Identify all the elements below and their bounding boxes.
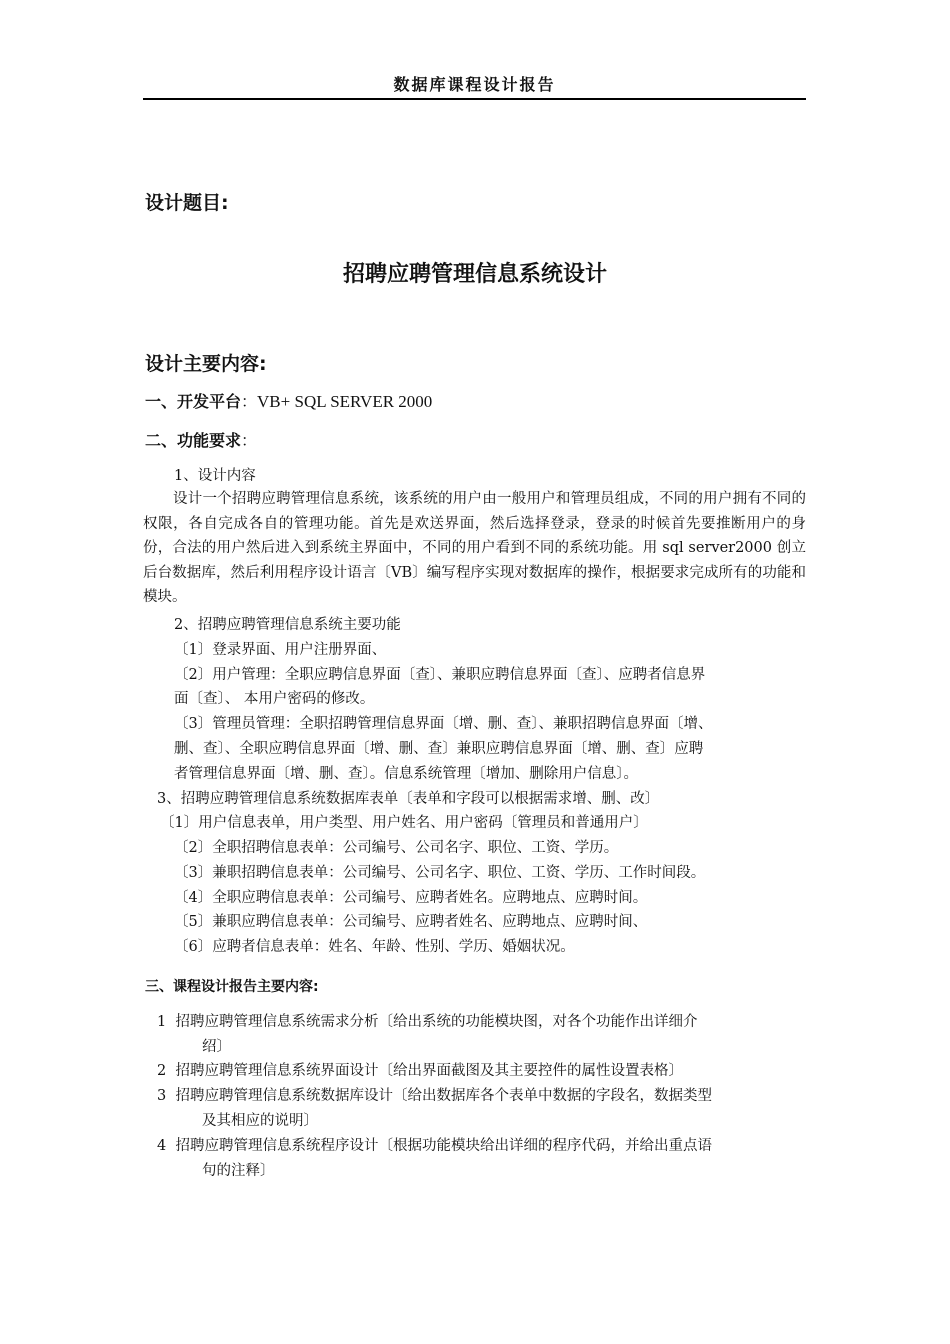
report-item-cont: 绍〕	[202, 1038, 231, 1055]
design-topic-label: 设计题目:	[145, 192, 229, 214]
item3-sub2: 〔2〕全职招聘信息表单：公司编号、公司名字、职位、工资、学历。	[174, 840, 619, 856]
item2-title: 2、招聘应聘管理信息系统主要功能	[174, 617, 401, 633]
report-item-num: 3	[157, 1088, 167, 1104]
report-item-3	[157, 1084, 712, 1133]
report-item-num: 2	[157, 1063, 167, 1079]
item3-sub3: 〔3〕兼职招聘信息表单：公司编号、公司名字、职位、工资、学历、工作时间段。	[174, 865, 706, 881]
section2-colon: ：	[241, 431, 258, 450]
item1-title: 1、设计内容	[174, 468, 256, 484]
report-item-text: 招聘应聘管理信息系统数据库设计〔给出数据库各个表单中数据的字段名，数据类型	[175, 1088, 712, 1104]
report-item-text: 招聘应聘管理信息系统程序设计〔根据功能模块给出详细的程序代码，并给出重点语	[175, 1138, 712, 1154]
page-header: 数据库课程设计报告	[393, 75, 556, 94]
report-item-1	[157, 1010, 697, 1059]
header-rule	[143, 98, 806, 100]
report-item-num: 1	[157, 1014, 167, 1030]
report-item-num: 4	[157, 1138, 167, 1154]
item2-sub3-line3: 者管理信息界面〔增、删、查〕。信息系统管理〔增加、删除用户信息〕。	[174, 766, 638, 782]
report-item-cont: 及其相应的说明〕	[202, 1112, 318, 1129]
section2-label: 二、功能要求	[145, 431, 242, 450]
item1-body: 设计一个招聘应聘管理信息系统，该系统的用户由一般用户和管理员组成，不同的用户拥有不同的权限，各自完成各自的管理功能。首先是欢送界面，然后选择登录，登录的时候首先要推断用户的身份，合法的用户然后进入到系统主界面中，不同的用户看到不同的系统功能。用 sql server2000 创立后台数据库，然后利用程序设计语言〔VB〕编写程序实现对数据库的操作，根据要求完成所有的功能和模块。	[143, 491, 806, 605]
section1-heading	[145, 389, 432, 412]
item2-sub1: 〔1〕登录界面、用户注册界面、	[174, 642, 387, 658]
report-item-text: 招聘应聘管理信息系统界面设计〔给出界面截图及其主要控件的属性设置表格〕	[175, 1063, 683, 1079]
item2-sub3-line2: 删、查〕、全职应聘信息界面〔增、删、查〕兼职应聘信息界面〔增、删、查〕应聘	[174, 741, 704, 757]
section2-heading	[145, 428, 257, 451]
report-item-cont: 句的注释〕	[202, 1162, 275, 1179]
main-content-label: 设计主要内容:	[145, 353, 267, 375]
report-item-4	[157, 1134, 712, 1183]
item3-sub1: 〔1〕用户信息表单，用户类型、用户姓名、用户密码〔管理员和普通用户〕	[160, 815, 648, 831]
item3-sub5: 〔5〕兼职应聘信息表单：公司编号、应聘者姓名、应聘地点、应聘时间、	[174, 914, 648, 930]
section1-value: VB+ SQL SERVER 2000	[257, 392, 433, 411]
section1-colon: ：	[241, 392, 258, 411]
section1-label: 一、开发平台	[145, 392, 242, 411]
design-title: 招聘应聘管理信息系统设计	[342, 262, 607, 287]
item2-sub2-line1: 〔2〕用户管理：全职应聘信息界面〔查〕、兼职应聘信息界面〔查〕、应聘者信息界	[174, 667, 706, 683]
item2-sub2-line2: 面〔查〕、 本用户密码的修改。	[174, 691, 375, 707]
section3-heading: 三、课程设计报告主要内容:	[145, 979, 319, 995]
item3-title: 3、招聘应聘管理信息系统数据库表单〔表单和字段可以根据需求增、删、改〕	[157, 791, 660, 807]
item3-sub6: 〔6〕应聘者信息表单：姓名、年龄、性别、学历、婚姻状况。	[174, 939, 575, 955]
item3-sub4: 〔4〕全职应聘信息表单：公司编号、应聘者姓名。应聘地点、应聘时间。	[174, 890, 648, 906]
item2-sub3-line1: 〔3〕管理员管理：全职招聘管理信息界面〔增、删、查〕、兼职招聘信息界面〔增、	[174, 716, 713, 732]
report-item-2	[157, 1059, 683, 1084]
report-item-text: 招聘应聘管理信息系统需求分析〔给出系统的功能模块图，对各个功能作出详细介	[175, 1014, 698, 1030]
